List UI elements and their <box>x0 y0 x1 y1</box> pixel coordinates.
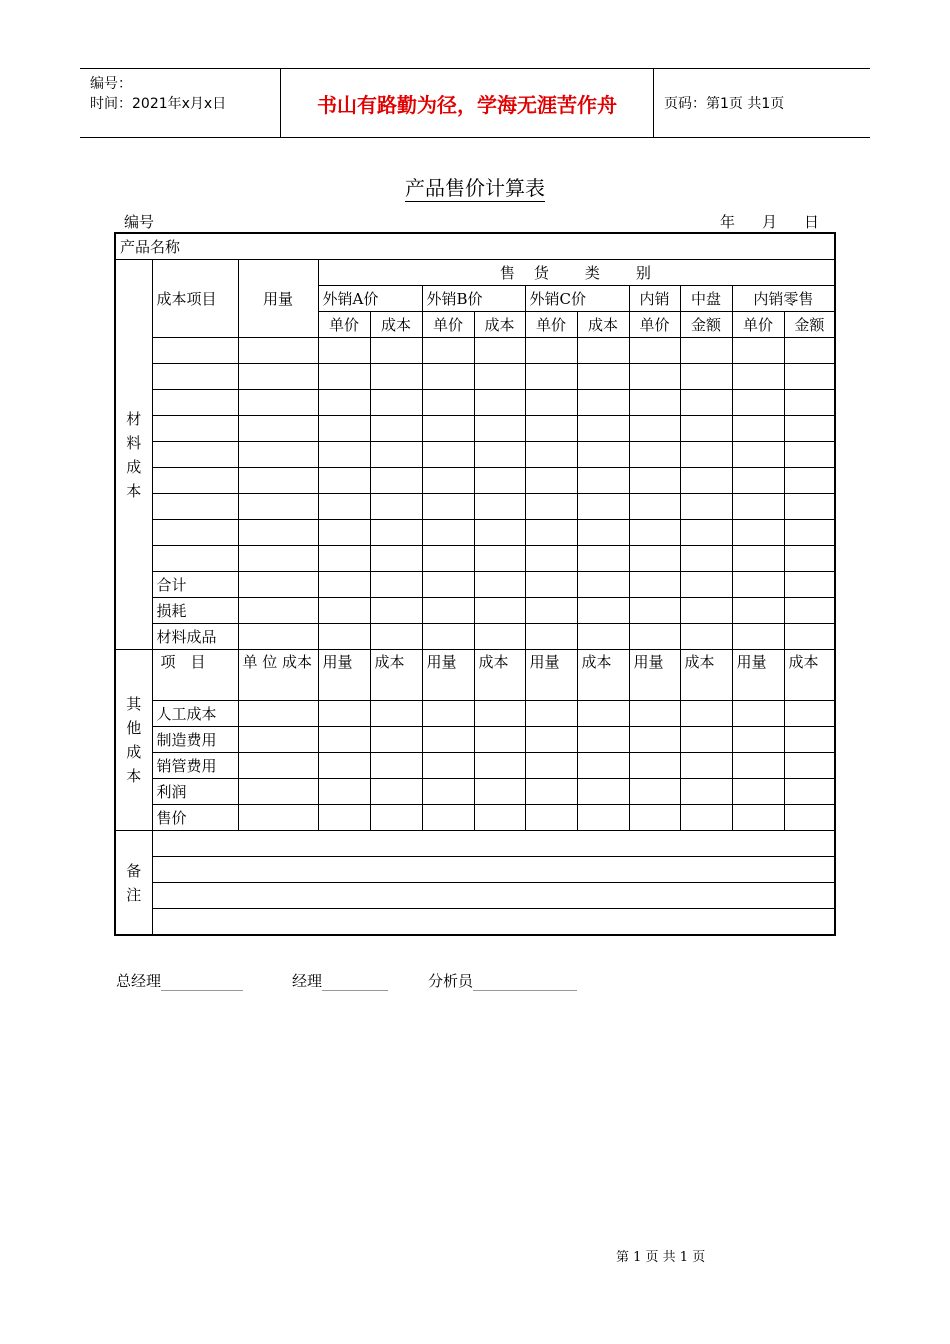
input-cell[interactable] <box>732 805 784 831</box>
input-cell[interactable] <box>577 442 629 468</box>
input-cell[interactable] <box>525 727 577 753</box>
input-cell[interactable] <box>680 572 732 598</box>
other-item-cell: 售价 <box>152 805 238 831</box>
material-item-cell[interactable] <box>152 546 238 572</box>
input-cell[interactable] <box>238 779 318 805</box>
material-item-cell[interactable] <box>152 364 238 390</box>
other-col-header: 成本 <box>784 650 835 701</box>
input-cell[interactable] <box>732 598 784 624</box>
input-cell[interactable] <box>784 338 835 364</box>
input-cell[interactable] <box>784 546 835 572</box>
input-cell[interactable] <box>525 338 577 364</box>
input-cell[interactable] <box>680 468 732 494</box>
input-cell[interactable] <box>680 442 732 468</box>
input-cell[interactable] <box>370 598 422 624</box>
other-cost-row <box>115 701 835 727</box>
input-cell[interactable] <box>422 753 474 779</box>
input-cell[interactable] <box>629 338 680 364</box>
input-cell[interactable] <box>474 442 525 468</box>
input-cell[interactable] <box>474 468 525 494</box>
input-cell[interactable] <box>577 338 629 364</box>
signature-manager-line[interactable] <box>322 974 388 991</box>
material-row <box>115 442 835 468</box>
subheader-cell: 金额 <box>784 312 835 338</box>
other-col-header: 用量 <box>732 650 784 701</box>
input-cell[interactable] <box>577 727 629 753</box>
other-cost-row <box>115 753 835 779</box>
input-cell[interactable] <box>732 338 784 364</box>
input-cell[interactable] <box>370 364 422 390</box>
other-item-header: 项 目 <box>152 650 238 701</box>
other-col-header: 用量 <box>422 650 474 701</box>
input-cell[interactable] <box>732 572 784 598</box>
other-col-header: 用量 <box>318 650 370 701</box>
input-cell[interactable] <box>370 779 422 805</box>
other-col-header: 用量 <box>525 650 577 701</box>
input-cell[interactable] <box>474 546 525 572</box>
input-cell[interactable] <box>422 727 474 753</box>
input-cell[interactable] <box>318 572 370 598</box>
input-cell[interactable] <box>784 494 835 520</box>
material-row <box>115 338 835 364</box>
input-cell[interactable] <box>629 390 680 416</box>
input-cell[interactable] <box>784 390 835 416</box>
input-cell[interactable] <box>680 364 732 390</box>
page-title: 产品售价计算表 <box>405 176 545 200</box>
input-cell[interactable] <box>680 779 732 805</box>
input-cell[interactable] <box>370 494 422 520</box>
material-item-cell[interactable] <box>152 416 238 442</box>
other-col-header: 成本 <box>474 650 525 701</box>
input-cell[interactable] <box>732 701 784 727</box>
material-row <box>115 624 835 650</box>
input-cell[interactable] <box>238 390 318 416</box>
input-cell[interactable] <box>238 520 318 546</box>
input-cell[interactable] <box>238 442 318 468</box>
input-cell[interactable] <box>784 442 835 468</box>
page-label: 页码：第1页 共1页 <box>664 96 785 112</box>
product-name-row <box>115 233 835 260</box>
input-cell[interactable] <box>318 779 370 805</box>
input-cell[interactable] <box>474 805 525 831</box>
other-col-header: 成本 <box>577 650 629 701</box>
input-cell[interactable] <box>474 338 525 364</box>
input-cell[interactable] <box>525 442 577 468</box>
material-item-cell[interactable] <box>152 390 238 416</box>
input-cell[interactable] <box>680 520 732 546</box>
input-cell[interactable] <box>784 364 835 390</box>
input-cell[interactable] <box>732 442 784 468</box>
signature-gm-line[interactable] <box>161 974 243 991</box>
input-cell[interactable] <box>474 390 525 416</box>
input-cell[interactable] <box>525 598 577 624</box>
input-cell[interactable] <box>525 390 577 416</box>
notes-row <box>115 909 835 936</box>
material-row <box>115 468 835 494</box>
channel-retail-header: 内销零售 <box>732 286 835 312</box>
usage-header: 用量 <box>238 260 318 338</box>
meta-day: 日 <box>804 213 820 231</box>
input-cell[interactable] <box>577 390 629 416</box>
subheader-cell: 单价 <box>422 312 474 338</box>
input-cell[interactable] <box>238 701 318 727</box>
input-cell[interactable] <box>422 598 474 624</box>
input-cell[interactable] <box>784 598 835 624</box>
header-row-1 <box>115 260 835 286</box>
other-item-cell: 利润 <box>152 779 238 805</box>
material-item-cell[interactable] <box>152 520 238 546</box>
input-cell[interactable] <box>238 546 318 572</box>
material-row <box>115 364 835 390</box>
input-cell[interactable] <box>238 598 318 624</box>
notes-row <box>115 831 835 857</box>
input-cell[interactable] <box>318 701 370 727</box>
input-cell[interactable] <box>318 624 370 650</box>
input-cell[interactable] <box>318 598 370 624</box>
input-cell[interactable] <box>629 468 680 494</box>
input-cell[interactable] <box>318 520 370 546</box>
input-cell[interactable] <box>784 753 835 779</box>
input-cell[interactable] <box>525 494 577 520</box>
other-cost-row <box>115 779 835 805</box>
input-cell[interactable] <box>680 727 732 753</box>
channel-c-header: 外销C价 <box>525 286 629 312</box>
input-cell[interactable] <box>370 727 422 753</box>
input-cell[interactable] <box>784 624 835 650</box>
input-cell[interactable] <box>238 494 318 520</box>
input-cell[interactable] <box>784 416 835 442</box>
material-item-cell[interactable] <box>152 468 238 494</box>
input-cell[interactable] <box>318 416 370 442</box>
input-cell[interactable] <box>680 416 732 442</box>
input-cell[interactable] <box>732 416 784 442</box>
input-cell[interactable] <box>680 494 732 520</box>
input-cell[interactable] <box>577 598 629 624</box>
input-cell[interactable] <box>784 701 835 727</box>
input-cell[interactable] <box>629 364 680 390</box>
input-cell[interactable] <box>577 701 629 727</box>
input-cell[interactable] <box>238 805 318 831</box>
input-cell[interactable] <box>474 520 525 546</box>
signature-manager: 经理 <box>292 970 388 991</box>
input-cell[interactable] <box>577 572 629 598</box>
input-cell[interactable] <box>732 546 784 572</box>
notes-input[interactable] <box>152 909 835 936</box>
other-item-cell: 制造费用 <box>152 727 238 753</box>
input-cell[interactable] <box>629 779 680 805</box>
other-cost-row <box>115 727 835 753</box>
input-cell[interactable] <box>577 805 629 831</box>
input-cell[interactable] <box>422 805 474 831</box>
notes-input[interactable] <box>152 831 835 857</box>
input-cell[interactable] <box>238 753 318 779</box>
input-cell[interactable] <box>629 727 680 753</box>
input-cell[interactable] <box>422 546 474 572</box>
input-cell[interactable] <box>732 520 784 546</box>
input-cell[interactable] <box>732 779 784 805</box>
input-cell[interactable] <box>318 753 370 779</box>
input-cell[interactable] <box>238 468 318 494</box>
input-cell[interactable] <box>474 624 525 650</box>
input-cell[interactable] <box>525 546 577 572</box>
input-cell[interactable] <box>474 753 525 779</box>
input-cell[interactable] <box>318 338 370 364</box>
input-cell[interactable] <box>474 701 525 727</box>
input-cell[interactable] <box>577 364 629 390</box>
input-cell[interactable] <box>238 416 318 442</box>
input-cell[interactable] <box>474 779 525 805</box>
input-cell[interactable] <box>422 442 474 468</box>
other-item-cell: 销管费用 <box>152 753 238 779</box>
input-cell[interactable] <box>318 805 370 831</box>
document-header <box>80 68 870 138</box>
other-item-cell: 人工成本 <box>152 701 238 727</box>
material-item-cell[interactable]: 材料成品 <box>152 624 238 650</box>
subheader-cell: 成本 <box>577 312 629 338</box>
input-cell[interactable] <box>784 520 835 546</box>
input-cell[interactable] <box>577 546 629 572</box>
input-cell[interactable] <box>474 598 525 624</box>
input-cell[interactable] <box>525 701 577 727</box>
input-cell[interactable] <box>370 442 422 468</box>
channel-domestic-header: 内销 <box>629 286 680 312</box>
input-cell[interactable] <box>732 753 784 779</box>
input-cell[interactable] <box>784 805 835 831</box>
channel-a-header: 外销A价 <box>318 286 422 312</box>
notes-input[interactable] <box>152 857 835 883</box>
time-label: 时间：2021年x月x日 <box>90 96 227 112</box>
input-cell[interactable] <box>370 520 422 546</box>
input-cell[interactable] <box>577 468 629 494</box>
input-cell[interactable] <box>422 701 474 727</box>
other-col-header: 用量 <box>629 650 680 701</box>
material-row <box>115 494 835 520</box>
sales-category-header: 售 货 类 别 <box>318 260 835 286</box>
input-cell[interactable] <box>680 753 732 779</box>
input-cell[interactable] <box>732 494 784 520</box>
input-cell[interactable] <box>474 494 525 520</box>
input-cell[interactable] <box>422 468 474 494</box>
material-item-cell[interactable] <box>152 494 238 520</box>
input-cell[interactable] <box>370 701 422 727</box>
input-cell[interactable] <box>732 727 784 753</box>
input-cell[interactable] <box>680 805 732 831</box>
input-cell[interactable] <box>629 805 680 831</box>
input-cell[interactable] <box>680 390 732 416</box>
material-row <box>115 390 835 416</box>
input-cell[interactable] <box>318 468 370 494</box>
input-cell[interactable] <box>474 727 525 753</box>
input-cell[interactable] <box>680 598 732 624</box>
input-cell[interactable] <box>784 779 835 805</box>
input-cell[interactable] <box>422 494 474 520</box>
input-cell[interactable] <box>318 442 370 468</box>
input-cell[interactable] <box>318 494 370 520</box>
material-row <box>115 520 835 546</box>
input-cell[interactable] <box>577 779 629 805</box>
material-row <box>115 598 835 624</box>
notes-input[interactable] <box>152 883 835 909</box>
material-item-cell[interactable]: 损耗 <box>152 598 238 624</box>
input-cell[interactable] <box>318 390 370 416</box>
material-item-cell[interactable] <box>152 338 238 364</box>
input-cell[interactable] <box>577 624 629 650</box>
input-cell[interactable] <box>525 364 577 390</box>
input-cell[interactable] <box>577 520 629 546</box>
input-cell[interactable] <box>370 753 422 779</box>
input-cell[interactable] <box>422 779 474 805</box>
signature-gm: 总经理 <box>116 970 243 991</box>
input-cell[interactable] <box>370 624 422 650</box>
material-row <box>115 546 835 572</box>
input-cell[interactable] <box>422 338 474 364</box>
input-cell[interactable] <box>680 701 732 727</box>
material-row <box>115 416 835 442</box>
input-cell[interactable] <box>474 364 525 390</box>
input-cell[interactable] <box>370 572 422 598</box>
input-cell[interactable] <box>525 468 577 494</box>
signature-analyst: 分析员 <box>428 970 577 991</box>
input-cell[interactable] <box>732 624 784 650</box>
meta-number-label: 编号 <box>124 213 155 231</box>
input-cell[interactable] <box>370 416 422 442</box>
input-cell[interactable] <box>318 727 370 753</box>
input-cell[interactable] <box>422 520 474 546</box>
input-cell[interactable] <box>629 416 680 442</box>
input-cell[interactable] <box>784 572 835 598</box>
input-cell[interactable] <box>680 338 732 364</box>
input-cell[interactable] <box>784 727 835 753</box>
input-cell[interactable] <box>238 572 318 598</box>
input-cell[interactable] <box>370 468 422 494</box>
input-cell[interactable] <box>525 416 577 442</box>
input-cell[interactable] <box>238 624 318 650</box>
input-cell[interactable] <box>577 753 629 779</box>
channel-b-header: 外销B价 <box>422 286 525 312</box>
motto: 书山有路勤为径，学海无涯苦作舟 <box>281 69 654 137</box>
input-cell[interactable] <box>680 546 732 572</box>
input-cell[interactable] <box>525 753 577 779</box>
other-cost-header-row <box>115 650 835 701</box>
input-cell[interactable] <box>629 520 680 546</box>
subheader-cell: 成本 <box>370 312 422 338</box>
subheader-cell: 单价 <box>318 312 370 338</box>
input-cell[interactable] <box>422 364 474 390</box>
material-row <box>115 572 835 598</box>
subheader-cell: 成本 <box>474 312 525 338</box>
table-body <box>115 233 835 935</box>
subheader-cell: 单价 <box>732 312 784 338</box>
input-cell[interactable] <box>629 572 680 598</box>
input-cell[interactable] <box>238 727 318 753</box>
input-cell[interactable] <box>318 364 370 390</box>
other-cost-row <box>115 805 835 831</box>
input-cell[interactable] <box>238 338 318 364</box>
other-section-label: 其 他 成 本 <box>115 650 152 831</box>
meta-year: 年 <box>720 213 736 231</box>
subheader-cell: 金额 <box>680 312 732 338</box>
input-cell[interactable] <box>784 468 835 494</box>
input-cell[interactable] <box>629 442 680 468</box>
notes-row <box>115 857 835 883</box>
input-cell[interactable] <box>474 572 525 598</box>
material-item-cell[interactable] <box>152 442 238 468</box>
input-cell[interactable] <box>370 546 422 572</box>
input-cell[interactable] <box>318 546 370 572</box>
other-col-header: 成本 <box>370 650 422 701</box>
unit-cost-header: 单 位 成本 <box>238 650 318 701</box>
channel-midtier-header: 中盘 <box>680 286 732 312</box>
input-cell[interactable] <box>577 416 629 442</box>
other-col-header: 成本 <box>680 650 732 701</box>
material-item-cell[interactable]: 合计 <box>152 572 238 598</box>
footer-page-number: 第 1 页 共 1 页 <box>616 1250 706 1265</box>
subheader-cell: 单价 <box>525 312 577 338</box>
input-cell[interactable] <box>525 520 577 546</box>
notes-row <box>115 883 835 909</box>
product-name-label: 产品名称 <box>115 233 835 260</box>
subheader-cell: 单价 <box>629 312 680 338</box>
input-cell[interactable] <box>732 390 784 416</box>
input-cell[interactable] <box>525 572 577 598</box>
input-cell[interactable] <box>370 390 422 416</box>
input-cell[interactable] <box>577 494 629 520</box>
signature-analyst-line[interactable] <box>473 974 577 991</box>
price-calculation-table <box>114 232 836 936</box>
input-cell[interactable] <box>422 416 474 442</box>
header-info <box>80 69 281 137</box>
input-cell[interactable] <box>525 805 577 831</box>
input-cell[interactable] <box>370 805 422 831</box>
input-cell[interactable] <box>680 624 732 650</box>
input-cell[interactable] <box>732 364 784 390</box>
notes-label: 备 注 <box>115 831 152 936</box>
material-section-label: 材 料 成 本 <box>115 260 152 650</box>
input-cell[interactable] <box>629 546 680 572</box>
serial-label: 编号： <box>90 76 132 92</box>
input-cell[interactable] <box>422 390 474 416</box>
input-cell[interactable] <box>525 779 577 805</box>
input-cell[interactable] <box>629 701 680 727</box>
input-cell[interactable] <box>370 338 422 364</box>
input-cell[interactable] <box>474 416 525 442</box>
cost-item-header: 成本项目 <box>152 260 238 338</box>
input-cell[interactable] <box>422 624 474 650</box>
input-cell[interactable] <box>629 753 680 779</box>
input-cell[interactable] <box>629 598 680 624</box>
input-cell[interactable] <box>732 468 784 494</box>
input-cell[interactable] <box>422 572 474 598</box>
input-cell[interactable] <box>525 624 577 650</box>
meta-month: 月 <box>762 213 778 231</box>
input-cell[interactable] <box>629 624 680 650</box>
input-cell[interactable] <box>629 494 680 520</box>
input-cell[interactable] <box>238 364 318 390</box>
